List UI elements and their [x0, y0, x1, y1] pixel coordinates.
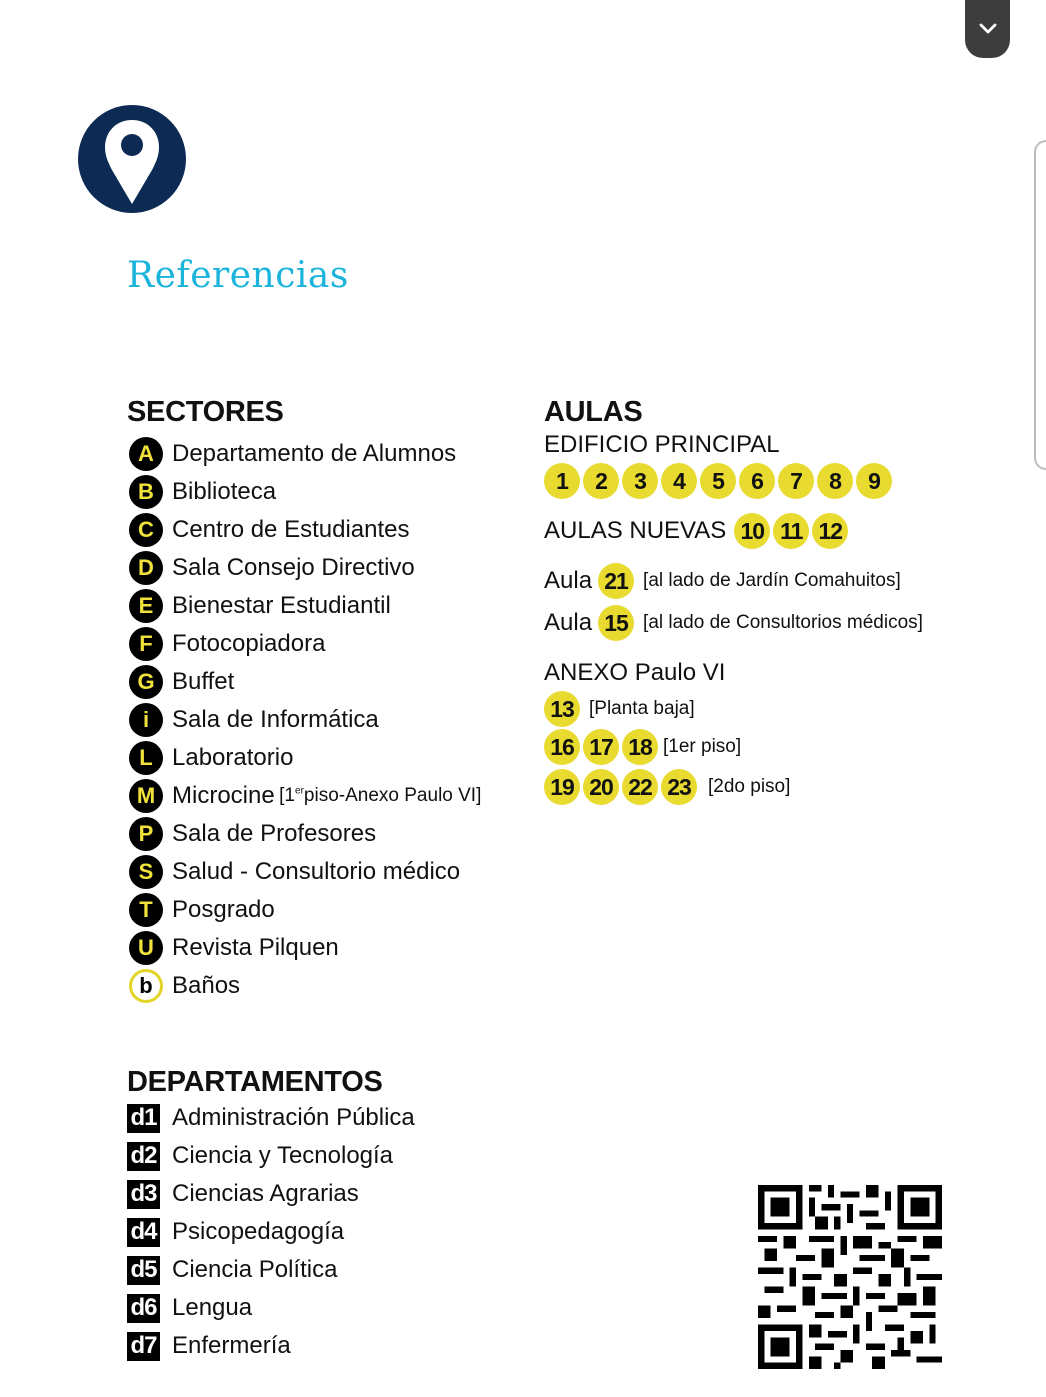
sector-item [127, 435, 481, 473]
aulas-section [544, 396, 984, 805]
page-title: Referencias [127, 255, 349, 296]
chevron-down-icon [978, 22, 998, 36]
departamento-code: d5 [127, 1256, 160, 1285]
aula-badge: 23 [661, 769, 697, 805]
side-panel-tab[interactable] [1034, 140, 1046, 470]
sector-badge: A [129, 437, 163, 471]
aula-badge: 12 [812, 513, 848, 549]
departamento-item [127, 1175, 415, 1213]
sector-label: Sala Consejo Directivo [172, 554, 415, 581]
collapse-button[interactable] [965, 0, 1010, 58]
sector-label: Buffet [172, 668, 235, 695]
departamento-code: d1 [127, 1104, 160, 1133]
sector-note [279, 785, 481, 807]
departamento-label: Ciencia y Tecnología [172, 1142, 394, 1169]
sector-badge: M [129, 779, 163, 813]
aula-badge: 4 [661, 463, 697, 499]
edificio-principal-label: EDIFICIO PRINCIPAL [544, 431, 780, 458]
aula-badge: 6 [739, 463, 775, 499]
departamentos-section [127, 1066, 415, 1365]
sector-badge: P [129, 817, 163, 851]
aula-badge: 9 [856, 463, 892, 499]
sector-item [127, 929, 481, 967]
map-pin-icon [77, 104, 187, 214]
anexo-label: ANEXO Paulo VI [544, 659, 726, 686]
aula-badge: 11 [773, 513, 809, 549]
departamento-label: Administración Pública [172, 1104, 415, 1131]
sector-badge: G [129, 665, 163, 699]
sector-badge: F [129, 627, 163, 661]
aula-prefix: Aula [544, 567, 593, 594]
anexo-segundo-piso-row [544, 769, 984, 805]
aula-badge: 3 [622, 463, 658, 499]
aulas-nuevas-row [544, 513, 984, 549]
sector-badge: T [129, 893, 163, 927]
aula-badge: 22 [622, 769, 658, 805]
sector-item [127, 777, 481, 815]
departamento-code: d3 [127, 1180, 160, 1209]
anexo-planta-baja-row [544, 691, 984, 727]
sector-badge: B [129, 475, 163, 509]
aula-badge: 21 [598, 563, 634, 599]
departamento-label: Lengua [172, 1294, 253, 1321]
aula-note: [2do piso] [708, 776, 791, 797]
sector-label: Posgrado [172, 896, 275, 923]
sector-label: Baños [172, 972, 241, 999]
sector-item [127, 815, 481, 853]
aula-note: [al lado de Consultorios médicos] [643, 612, 923, 633]
aula-badge: 1 [544, 463, 580, 499]
departamento-label: Ciencias Agrarias [172, 1180, 359, 1207]
sector-label: Fotocopiadora [172, 630, 326, 657]
sector-label: Revista Pilquen [172, 934, 339, 961]
aulas-heading: AULAS [544, 396, 643, 428]
sector-item [127, 891, 481, 929]
departamento-label: Ciencia Política [172, 1256, 338, 1283]
aula-badge: 17 [583, 729, 619, 765]
sector-label: Sala de Informática [172, 706, 379, 733]
departamento-item [127, 1251, 415, 1289]
departamento-item [127, 1327, 415, 1365]
aula-note: [1er piso] [663, 736, 742, 757]
sector-item [127, 511, 481, 549]
aula-note: [Planta baja] [589, 698, 695, 719]
aula-badge: 13 [544, 691, 580, 727]
aula-badge: 10 [734, 513, 770, 549]
note-post: piso-Anexo Paulo VI] [303, 785, 482, 806]
departamento-code: d4 [127, 1218, 160, 1247]
sector-item [127, 701, 481, 739]
departamento-code: d6 [127, 1294, 160, 1323]
sector-label: Departamento de Alumnos [172, 440, 457, 467]
sector-item [127, 853, 481, 891]
aula-prefix: Aula [544, 609, 593, 636]
sector-item [127, 587, 481, 625]
sector-badge-banos: b [129, 969, 163, 1003]
departamento-code: d2 [127, 1142, 160, 1171]
note-pre: [1 [279, 785, 296, 806]
aula-badge: 16 [544, 729, 580, 765]
sector-label: Bienestar Estudiantil [172, 592, 391, 619]
aula-badge: 15 [598, 605, 634, 641]
sector-badge: U [129, 931, 163, 965]
aulas-nuevas-label: AULAS NUEVAS [544, 517, 727, 544]
sector-badge: C [129, 513, 163, 547]
sector-item [127, 967, 481, 1005]
departamento-item [127, 1213, 415, 1251]
sector-item [127, 549, 481, 587]
aula-note: [al lado de Jardín Comahuitos] [643, 570, 901, 591]
departamento-label: Psicopedagogía [172, 1218, 345, 1245]
departamento-item [127, 1137, 415, 1175]
sector-label: Sala de Profesores [172, 820, 377, 847]
sector-item [127, 663, 481, 701]
sectores-heading: SECTORES [127, 396, 284, 428]
sector-item [127, 473, 481, 511]
sector-item [127, 625, 481, 663]
aula-15-row [544, 605, 984, 641]
sector-label: Laboratorio [172, 744, 294, 771]
sector-badge: D [129, 551, 163, 585]
aula-badge: 8 [817, 463, 853, 499]
aula-badge: 20 [583, 769, 619, 805]
departamentos-heading: DEPARTAMENTOS [127, 1066, 383, 1098]
note-sup: er [295, 785, 304, 797]
departamento-code: d7 [127, 1332, 160, 1361]
qr-code-icon [758, 1185, 942, 1369]
aula-badge: 7 [778, 463, 814, 499]
sectores-section [127, 396, 481, 1005]
sector-badge: E [129, 589, 163, 623]
edificio-principal-aulas [544, 463, 984, 499]
departamento-item [127, 1099, 415, 1137]
aula-21-row [544, 563, 984, 599]
sector-badge: S [129, 855, 163, 889]
aula-badge: 19 [544, 769, 580, 805]
aula-badge: 18 [622, 729, 658, 765]
aula-badge: 2 [583, 463, 619, 499]
aula-badge: 5 [700, 463, 736, 499]
sector-badge: i [129, 703, 163, 737]
departamento-label: Enfermería [172, 1332, 291, 1359]
sector-label: Microcine [172, 782, 275, 809]
anexo-primer-piso-row [544, 729, 984, 765]
departamento-item [127, 1289, 415, 1327]
sector-item [127, 739, 481, 777]
sector-label: Centro de Estudiantes [172, 516, 410, 543]
sector-badge: L [129, 741, 163, 775]
sector-label: Biblioteca [172, 478, 277, 505]
sector-label: Salud - Consultorio médico [172, 858, 461, 885]
